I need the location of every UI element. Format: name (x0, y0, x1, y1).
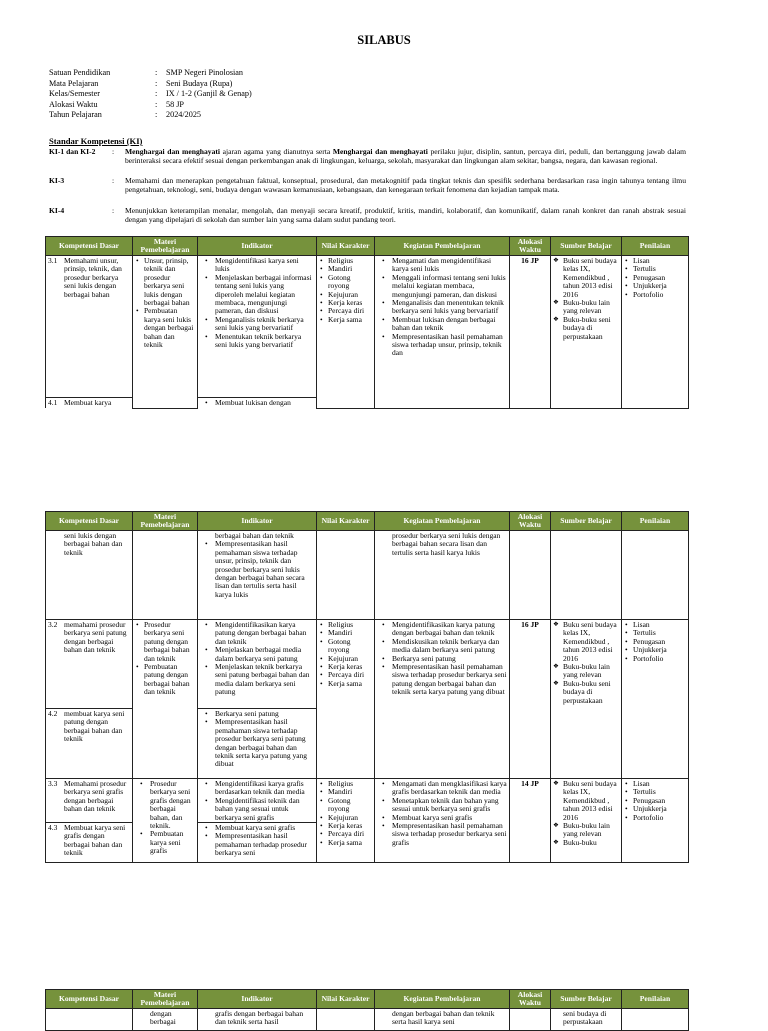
list-item: • Religius (319, 621, 372, 629)
identity-row (49, 68, 252, 79)
indikator-cell (198, 256, 317, 398)
list-item: • Kerja keras (319, 299, 372, 307)
list-item: • Mengidentifikasi teknik dan bahan yang sesuai untuk berkarya seni grafis (200, 797, 314, 822)
list-item: • Portofolio (624, 655, 686, 663)
table-header-row (46, 990, 689, 1009)
ki-row (49, 207, 686, 224)
colon: : (155, 89, 158, 98)
kd-text: memahami prosedur berkarya seni patung dengan berbagai bahan dan teknik (64, 620, 127, 655)
sumber-cell (551, 1009, 622, 1031)
list-item: • Penugasan (624, 638, 686, 646)
list-item: • Mengidentifikasikan karya patung dengan berbagai bahan dan teknik (377, 621, 507, 638)
list-item: • Menjelaskan berbagai informasi tentang seni lukis yang diperoleh melalui kegiatan membaca, mengunjungi pameran, dan diskusi (200, 274, 314, 316)
list-item: • Kejujuran (319, 814, 372, 822)
sumber-cell (551, 620, 622, 779)
list-item: • Kejujuran (319, 655, 372, 663)
header-nilai-karakter: Nilai Karakter (317, 512, 375, 531)
alokasi-cell (510, 1009, 551, 1031)
kd-text: Membuat karya (64, 398, 112, 407)
indikator-cell (198, 779, 317, 823)
kegiatan-cell (375, 256, 510, 409)
karakter-cell (317, 1009, 375, 1031)
silabus-table-page-3 (45, 989, 689, 1031)
colon: : (155, 78, 158, 88)
kd-number: 3.1 (48, 256, 58, 265)
list-item: ❖ Buku seni budaya kelas IX, Kemendikbud , tahun 2013 edisi 2016 (553, 621, 619, 663)
kd-cell (46, 779, 133, 823)
list-item: • Kerja sama (319, 316, 372, 324)
standar-kompetensi-heading: Standar Kompetensi (KI) (49, 136, 143, 146)
karakter-cell (317, 779, 375, 863)
list-item: • Prosedur berkarya seni patung dengan berbagai bahan dan teknik (135, 621, 195, 663)
header-sumber-belajar: Sumber Belajar (551, 512, 622, 531)
kd-number: 4.2 (48, 709, 58, 718)
list-item: • Membuat lukisan dengan (200, 399, 314, 407)
kd-text: seni lukis dengan berbagai bahan dan teknik (64, 531, 123, 557)
silabus-table-page-1 (45, 236, 689, 409)
header-nilai-karakter: Nilai Karakter (317, 990, 375, 1009)
materi-cell (133, 256, 198, 409)
header-alokasi-waktu: Alokasi Waktu (510, 512, 551, 531)
list-item: • Mempresentasikan hasil pemahaman terhadap prosedur berkarya seni (200, 832, 314, 857)
indikator-cell (198, 398, 317, 409)
identity-row (49, 110, 252, 121)
list-item: • Mendiskusikan teknik berkarya dan media dalam berkarya seni patung (377, 638, 507, 655)
kegiatan-cont: dengan berbagai bahan dan teknik serta hasil karya seni (392, 1009, 495, 1027)
ki-label: KI-4 (49, 206, 65, 215)
colon: : (112, 147, 115, 156)
colon: : (112, 206, 115, 215)
alokasi-cell: 14 JP (510, 779, 551, 863)
alokasi-cell: 16 JP (510, 620, 551, 779)
list-item: • Mempresentasikan hasil pemahaman siswa terhadap prosedur berkarya seni patung dengan berbagai bahan dan teknik serta karya patung yang dibuat (377, 663, 507, 697)
indikator-cont: grafis dengan berbagai bahan dan teknik serta hasil (215, 1009, 304, 1027)
list-item: • Membuat lukisan dengan berbagai bahan dan teknik (377, 316, 507, 333)
kd-cell (46, 531, 133, 620)
list-item: • Mempresentasikan hasil pemahaman siswa terhadap prosedur berkarya seni grafis (377, 822, 507, 847)
header-kompetensi-dasar: Kompetensi Dasar (46, 512, 133, 531)
list-item: • Mempresentasikan hasil pemahaman siswa terhadap unsur, prinsip, teknik dan prosedur berkarya seni lukis dengan berbagai bahan secara lisan dan tertulis serta hasil karya lukis (200, 540, 314, 599)
kd-cell (46, 823, 133, 863)
identity-label: Kelas/Semester (49, 89, 100, 98)
list-item: ❖ Buku-buku (553, 839, 619, 847)
kd-text: Memahami unsur, prinsip, teknik, dan prosedur berkarya seni lukis dengan berbagai bahan (64, 256, 122, 299)
ki-label: KI-3 (49, 176, 65, 185)
kd-cell (46, 256, 133, 398)
header-penilaian: Penilaian (622, 990, 689, 1009)
list-item: ❖ Buku-buku seni budaya di perpustakaan (553, 680, 619, 705)
list-item: • Menetapkan teknik dan bahan yang sesuai untuk berkarya seni grafis (377, 797, 507, 814)
list-item: • Mengidentifikasikan karya patung dengan berbagai bahan dan teknik (200, 621, 314, 646)
alokasi-cell (510, 531, 551, 620)
identity-row (49, 79, 252, 90)
kegiatan-cell (375, 620, 510, 779)
list-item: • Menganalisis teknik berkarya seni lukis yang bervariatif (200, 316, 314, 333)
list-item: • Mengidentifikasi karya grafis berdasarkan teknik dan media (200, 780, 314, 797)
identity-label: Tahun Pelajaran (49, 110, 102, 119)
list-item: • Mandiri (319, 265, 372, 273)
list-item: • Unjukkerja (624, 646, 686, 654)
list-item: • Mandiri (319, 629, 372, 637)
indikator-cell (198, 709, 317, 779)
list-item: • Mempresentasikan hasil pemahaman siswa terhadap unsur, prinsip, teknik dan (377, 333, 507, 358)
alokasi-cell: 16 JP (510, 256, 551, 409)
list-item: • Berkarya seni patung (377, 655, 507, 663)
identity-label: Alokasi Waktu (49, 99, 98, 109)
list-item: ❖ Buku-buku lain yang relevan (553, 822, 619, 839)
ki-emphasis: Menghargai dan menghayati (332, 147, 428, 156)
kd-number: 3.3 (48, 779, 58, 788)
list-item: • Portofolio (624, 814, 686, 822)
kd-number: 4.3 (48, 823, 58, 833)
list-item: • Lisan (624, 780, 686, 788)
list-item: • Menganalisis dan menentukan teknik berkarya seni lukis yang bervariatif (377, 299, 507, 316)
header-kompetensi-dasar: Kompetensi Dasar (46, 990, 133, 1009)
header-kegiatan: Kegiatan Pembelajaran (375, 512, 510, 531)
identity-label: Mata Pelajaran (49, 78, 99, 88)
header-alokasi-waktu: Alokasi Waktu (510, 237, 551, 256)
identity-row (49, 100, 252, 111)
sumber-cell (551, 779, 622, 863)
list-item: • Penugasan (624, 274, 686, 282)
identity-value: 2024/2025 (166, 110, 202, 119)
list-item: • Unsur, prinsip, teknik dan prosedur berkarya seni lukis dengan berbagai bahan (135, 257, 195, 307)
materi-cont: dengan berbagai (150, 1009, 176, 1027)
list-item: • Percaya diri (319, 307, 372, 315)
header-nilai-karakter: Nilai Karakter (317, 237, 375, 256)
ki-row (49, 177, 686, 194)
list-item: • Kerja sama (319, 839, 372, 847)
list-item: • Mengidentifikasi karya seni lukis (200, 257, 314, 274)
table-header-row (46, 237, 689, 256)
table-row (46, 620, 689, 709)
indikator-cont: berbagai bahan dan teknik (215, 531, 294, 540)
materi-cell (133, 620, 198, 779)
list-item: • Gotong royong (319, 797, 372, 814)
kd-number: 4.1 (48, 398, 58, 407)
table-row (46, 256, 689, 398)
ki-text-part: ajaran agama yang dianutnya serta (220, 147, 333, 156)
list-item: • Tertulis (624, 265, 686, 273)
karakter-cell (317, 256, 375, 409)
list-item: • Menjelaskan teknik berkarya seni patung berbagai bahan dan media dalam berkarya seni patung (200, 663, 314, 697)
materi-cell (133, 1009, 198, 1031)
indikator-cell (198, 1009, 317, 1031)
list-item: • Religius (319, 780, 372, 788)
list-item: • Menjelaskan berbagai media dalam berkarya seni patung (200, 646, 314, 663)
list-item: • Percaya diri (319, 830, 372, 838)
identity-row (49, 89, 252, 100)
penilaian-cell (622, 1009, 689, 1031)
list-item: • Kejujuran (319, 291, 372, 299)
ki-row (49, 148, 686, 165)
list-item: • Penugasan (624, 797, 686, 805)
kd-number: 3.2 (48, 620, 58, 629)
kd-text: Membuat karya seni grafis dengan berbagai bahan dan teknik (64, 823, 126, 858)
identity-value: Seni Budaya (Rupa) (166, 78, 233, 88)
materi-cell (133, 779, 198, 863)
indikator-cell (198, 620, 317, 709)
list-item: • Menentukan teknik berkarya seni lukis yang bervariatif (200, 333, 314, 350)
kd-cell (46, 709, 133, 779)
kd-text: Memahami prosedur berkarya seni grafis dengan berbagai bahan dan teknik (64, 779, 127, 814)
colon: : (155, 68, 158, 77)
sumber-cont: seni budaya di perpustakaan (563, 1009, 607, 1027)
penilaian-cell (622, 256, 689, 409)
kd-cell (46, 398, 133, 409)
header-penilaian: Penilaian (622, 512, 689, 531)
list-item: ❖ Buku-buku seni budaya di perpustakaan (553, 316, 619, 341)
list-item: ❖ Buku seni budaya kelas IX, Kemendikbud , tahun 2013 edisi 2016 (553, 780, 619, 822)
colon: : (112, 176, 115, 185)
identity-value: SMP Negeri Pinolosian (166, 68, 244, 77)
identity-label: Satuan Pendidikan (49, 68, 111, 77)
list-item: • Pembuatan karya seni grafis (135, 830, 195, 855)
list-item: • Membuat karya seni grafis (377, 814, 507, 822)
list-item: • Percaya diri (319, 671, 372, 679)
list-item: • Mandiri (319, 788, 372, 796)
list-item: • Unjukkerja (624, 805, 686, 813)
identity-block (49, 68, 252, 121)
kegiatan-cell (375, 779, 510, 863)
list-item: • Lisan (624, 621, 686, 629)
list-item: • Mengamati dan mengidentifikasi karya seni lukis (377, 257, 507, 274)
kegiatan-cont: prosedur berkarya seni lukis dengan berbagai bahan secara lisan dan tertulis serta hasil karya lukis (392, 531, 501, 557)
header-indikator: Indikator (198, 512, 317, 531)
header-alokasi-waktu: Alokasi Waktu (510, 990, 551, 1009)
sumber-cell (551, 256, 622, 409)
penilaian-cell (622, 531, 689, 620)
karakter-cell (317, 620, 375, 779)
list-item: • Prosedur berkarya seni grafis dengan berbagai bahan, dan teknik. (135, 780, 195, 830)
document-title: SILABUS (357, 33, 411, 47)
kegiatan-cell (375, 531, 510, 620)
header-materi: Materi Pemebelajaran (133, 237, 198, 256)
list-item: • Pembuatan patung dengan berbagai bahan dan teknik (135, 663, 195, 697)
identity-value: 58 JP (166, 99, 184, 109)
list-item: • Membuat karya seni grafis (200, 824, 314, 832)
list-item: • Gotong royong (319, 638, 372, 655)
list-item: • Kerja sama (319, 680, 372, 688)
list-item: • Portofolio (624, 291, 686, 299)
ki-label: KI-1 dan KI-2 (49, 147, 96, 156)
header-kegiatan: Kegiatan Pembelajaran (375, 990, 510, 1009)
indikator-cell (198, 823, 317, 863)
ki-text (125, 148, 686, 165)
header-sumber-belajar: Sumber Belajar (551, 990, 622, 1009)
ki-emphasis: Menghargai dan menghayati (125, 147, 221, 156)
colon: : (155, 99, 158, 109)
kd-text: membuat karya seni patung dengan berbagai bahan dan teknik (64, 709, 125, 744)
list-item: • Kerja keras (319, 663, 372, 671)
list-item: • Tertulis (624, 629, 686, 637)
list-item: • Menggali informasi tentang seni lukis melalui kegiatan membaca, mengunjungi pameran, dan diskusi (377, 274, 507, 299)
karakter-cell (317, 531, 375, 620)
header-materi: Materi Pemebelajaran (133, 990, 198, 1009)
silabus-table-page-2 (45, 511, 689, 863)
table-row (46, 1009, 689, 1031)
penilaian-cell (622, 620, 689, 779)
kd-cell (46, 1009, 133, 1031)
list-item: • Pembuatan karya seni lukis dengan berbagai bahan dan teknik (135, 307, 195, 349)
header-kompetensi-dasar: Kompetensi Dasar (46, 237, 133, 256)
table-header-row (46, 512, 689, 531)
list-item: • Mengamati dan mengklasifikasi karya grafis berdasarkan teknik dan media (377, 780, 507, 797)
header-materi: Materi Pemebelajaran (133, 512, 198, 531)
list-item: • Gotong royong (319, 274, 372, 291)
header-penilaian: Penilaian (622, 237, 689, 256)
list-item: ❖ Buku-buku lain yang relevan (553, 299, 619, 316)
colon: : (155, 110, 158, 119)
materi-cell (133, 531, 198, 620)
table-row (46, 779, 689, 823)
header-sumber-belajar: Sumber Belajar (551, 237, 622, 256)
list-item: • Berkarya seni patung (200, 710, 314, 718)
ki-text-part: perilaku jujur, disiplin, santun, percaya diri, peduli, dan bertanggung jawab dalam berinteraksi secara efektif sesuai dengan perkembangan anak di lingkungan, keluarga, sekolah, masyarakat dan lingkungan alam sekitar, bangsa, negara, dan kawasan regional. (125, 147, 686, 165)
list-item: ❖ Buku-buku lain yang relevan (553, 663, 619, 680)
indikator-cell (198, 531, 317, 620)
identity-value: IX / 1-2 (Ganjil & Genap) (166, 89, 252, 98)
list-item: • Mempresentasikan hasil pemahaman siswa terhadap prosedur berkarya seni patung dengan berbagai bahan dan teknik serta karya patung yang dibuat (200, 718, 314, 768)
kegiatan-cell (375, 1009, 510, 1031)
sumber-cell (551, 531, 622, 620)
header-indikator: Indikator (198, 990, 317, 1009)
table-row (46, 531, 689, 620)
penilaian-cell (622, 779, 689, 863)
header-indikator: Indikator (198, 237, 317, 256)
list-item: • Lisan (624, 257, 686, 265)
list-item: ❖ Buku seni budaya kelas IX, Kemendikbud , tahun 2013 edisi 2016 (553, 257, 619, 299)
ki-text: Memahami dan menerapkan pengetahuan faktual, konseptual, prosedural, dan metakognitif pada tingkat teknis dan spesifik sederhana berdasarkan rasa ingin tahunya tentang ilmu pengetahuan, teknologi, seni, budaya dengan wawasan kemanusiaan, kebangsaan, dan kenegaraan terkait fenomena dan kejadian tampak mata. (125, 176, 686, 194)
header-kegiatan: Kegiatan Pembelajaran (375, 237, 510, 256)
list-item: • Tertulis (624, 788, 686, 796)
list-item: • Kerja keras (319, 822, 372, 830)
list-item: • Religius (319, 257, 372, 265)
list-item: • Unjukkerja (624, 282, 686, 290)
ki-text: Menunjukkan keterampilan menalar, mengolah, dan menyaji secara kreatif, produktif, kritis, mandiri, kolaboratif, dan komunikatif, dalam ranah konkret dan ranah abstrak sesuai dengan yang dipelajari di sekolah dan sumber lain yang sama dalam sudut pandang teori. (125, 206, 686, 224)
kd-cell (46, 620, 133, 709)
